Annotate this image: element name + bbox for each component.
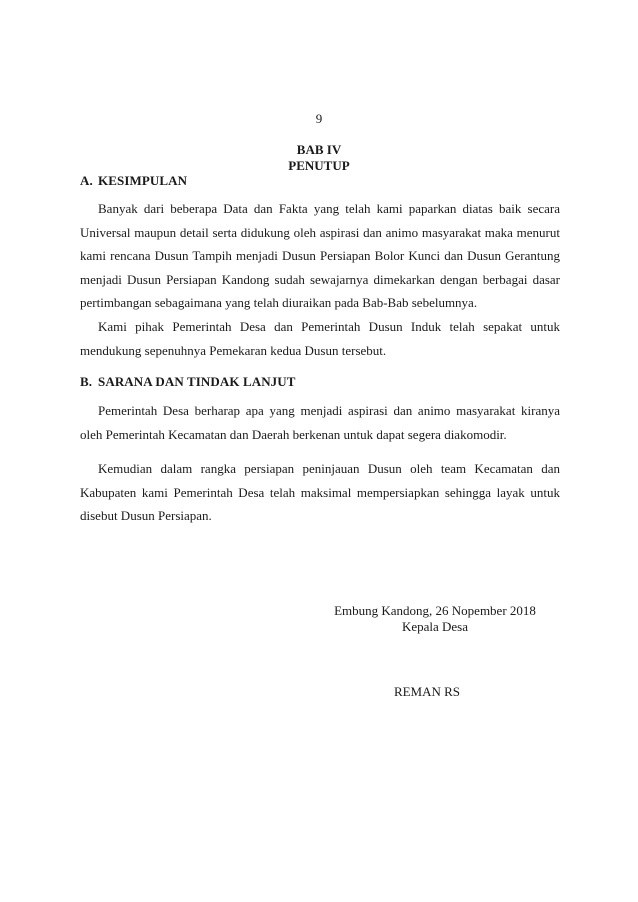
section-heading-kesimpulan [80,173,187,189]
section-letter: B. [80,374,93,389]
chapter-title: PENUTUP [288,158,350,173]
page-number: 9 [315,111,323,126]
signature-name: REMAN RS [393,684,461,699]
paragraph-kesimpulan-1: Banyak dari beberapa Data dan Fakta yang telah kami paparkan diatas baik secara Universal maupun detail serta didukung oleh aspirasi dan animo masyarakat maka menurut kami rencana Dusun Tampih menjadi Dusun Persiapan Bolor Kunci dan Dusun Gerantung menjadi Dusun Persiapan Kandong sudah sewajarnya dimekarkan dengan berbagai dasar pertimbangan sebagaimana yang telah diuraikan pada Bab-Bab sebelumnya. [80,201,560,310]
section-title: KESIMPULAN [98,173,188,188]
signature-place-date: Embung Kandong, 26 Nopember 2018 [334,603,536,618]
section-letter: A. [80,173,93,188]
chapter-heading [0,142,638,174]
paragraph-sarana-1: Pemerintah Desa berharap apa yang menjadi aspirasi dan animo masyarakat kiranya oleh Pemerintah Kecamatan dan Daerah berkenan untuk dapat segera diakomodir. [80,403,560,442]
paragraph-kesimpulan-2: Kami pihak Pemerintah Desa dan Pemerintah Dusun Induk telah sepakat untuk mendukung sepenuhnya Pemekaran kedua Dusun tersebut. [80,319,560,358]
signature-block [330,603,540,635]
paragraph-sarana-2: Kemudian dalam rangka persiapan peninjauan Dusun oleh team Kecamatan dan Kabupaten kami Pemerintah Desa telah maksimal mempersiapkan sehingga layak untuk disebut Dusun Persiapan. [80,461,560,523]
signature-position: Kepala Desa [401,619,469,634]
section-title: SARANA DAN TINDAK LANJUT [98,374,296,389]
section-heading-sarana [80,374,296,390]
chapter-number: BAB IV [296,142,342,157]
